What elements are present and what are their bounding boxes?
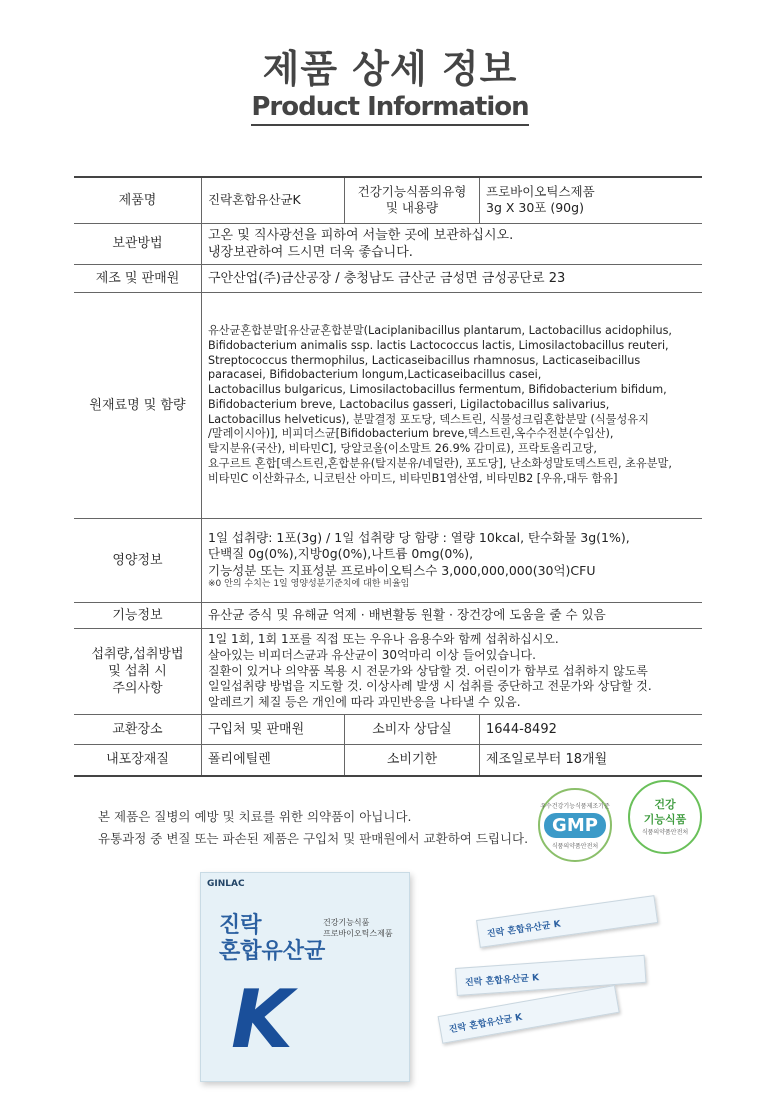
storage-label: 보관방법 (74, 223, 202, 264)
package-value: 폴리에틸렌 (202, 744, 345, 776)
maker-value: 구안산업(주)금산공장 / 충청남도 금산군 금성면 금성공단로 23 (202, 264, 703, 292)
intake-line: 일일섭취량 방법을 지도할 것. 이상사례 발생 시 섭취를 중단하고 전문가와 상담할 것. (208, 679, 652, 694)
ingredients-line: paracasei, Bifidobacterium longum,Lacticaseibacillus casei, (208, 368, 542, 382)
page-title-english (0, 92, 780, 122)
product-type-label-line2: 및 내용량 (385, 200, 439, 216)
consumer-label: 소비자 상담실 (345, 714, 480, 744)
intake-line: 질환이 있거나 의약품 복용 시 전문가와 상담할 것. 어린이가 함부로 섭취하지 않도록 (208, 663, 648, 678)
gmp-badge-icon (538, 788, 612, 862)
nutrition-line: 기능성분 또는 지표성분 프로바이오틱스수 3,000,000,000(30억)CFU (208, 562, 596, 578)
product-box-name-line2: 혼합유산균 (219, 939, 326, 965)
ingredients-line: 비타민C 이산화규소, 니코틴산 아미드, 비타민B1염산염, 비타민B2 [우유,대두 함유] (208, 471, 618, 485)
ingredients-value (202, 292, 703, 518)
ingredients-label: 원재료명 및 함량 (74, 292, 202, 518)
intake-label (74, 628, 202, 714)
package-label: 내포장재질 (74, 744, 202, 776)
product-type-value (480, 177, 703, 223)
product-box-side (323, 917, 393, 939)
maker-label: 제조 및 판매원 (74, 264, 202, 292)
ingredients-line: Bifidobacterium animalis ssp. lactis Lactococcus lactis, Limosilactobacillus reuteri, (208, 338, 669, 352)
expiry-value: 제조일로부터 18개월 (480, 744, 703, 776)
intake-label-line2: 및 섭취 시 (108, 663, 167, 679)
storage-value (202, 223, 703, 264)
intake-line: 알레르기 체질 등은 개인에 따라 과민반응을 나타낼 수 있음. (208, 694, 521, 709)
health-badge-line1: 건강 (654, 798, 676, 812)
ingredients-line: 유산균혼합분말[유산균혼합분말(Laciplanibacillus plantarum, Lactobacillus acidophilus, (208, 324, 672, 338)
product-type-value-line2: 3g X 30포 (90g) (486, 200, 584, 216)
product-type-value-line1: 프로바이오틱스제품 (486, 183, 595, 199)
product-box-name (219, 913, 325, 966)
function-label: 기능정보 (74, 602, 202, 628)
ingredients-line: Bifidobacterium breve, Lactobacilus gasseri, Ligilactobacillus salivarius, (208, 397, 610, 411)
notice (98, 806, 528, 850)
exchange-value: 구입처 및 판매원 (202, 714, 345, 744)
product-name-label: 제품명 (74, 177, 202, 223)
nutrition-line: 1일 섭취량: 1포(3g) / 1일 섭취량 당 함량 : 열량 10kcal, 탄수화물 3g(1%), (208, 529, 630, 545)
health-food-badge-icon (628, 780, 702, 854)
intake-value (202, 628, 703, 714)
notice-line1: 본 제품은 질병의 예방 및 치료를 위한 의약품이 아닙니다. (98, 809, 412, 824)
ingredients-line: 요구르트 혼합[덱스트린,혼합분유(탈지분유/네덜란), 포도당], 난소화성말토덱스트린, 초유분말, (208, 457, 672, 471)
notice-line2: 유통과정 중 변질 또는 파손된 제품은 구입처 및 판매원에서 교환하여 드립니다. (98, 830, 529, 846)
page-title-english-text: Product Information (251, 92, 528, 126)
ingredients-line: Lactobacillus helveticus), 분말결정 포도당, 덱스트린, 식물성크림혼합분말 (식물성유지 (208, 412, 649, 426)
product-name-value: 진락혼합유산균K (202, 177, 345, 223)
health-badge-line2: 기능식품 (643, 812, 687, 826)
intake-label-line3: 주의사항 (112, 680, 163, 696)
storage-line1: 고온 및 직사광선을 피하여 서늘한 곳에 보관하십시오. (208, 227, 514, 243)
ingredients-line: /말레이시아)], 비피더스균[Bifidobacterium breve,덱스트린,옥수수전분(수입산), (208, 427, 614, 441)
product-box-side-line1: 건강기능식품 (323, 918, 370, 927)
product-box-side-line2: 프로바이오틱스제품 (323, 929, 393, 939)
gmp-badge-bottom: 식품의약품안전처 (551, 842, 599, 850)
product-box-letter: K (231, 973, 293, 1066)
intake-line: 살아있는 비피더스균과 유산균이 30억마리 이상 들어있습니다. (208, 647, 536, 662)
intake-line: 1일 1회, 1회 1포를 직접 또는 우유나 음용수와 함께 섭취하십시오. (208, 632, 559, 647)
ingredients-line: 탈지분유(국산), 비타민C], 당알코올(이소말트 26.9% 감미료), 프락토올리고당, (208, 442, 597, 456)
stick-label: 진락 혼합유산균 K (464, 972, 540, 988)
storage-line2: 냉장보관하여 드시면 더욱 좋습니다. (208, 244, 413, 260)
ingredients-line: Streptococcus thermophilus, Lacticaseibacillus rhamnosus, Lacticaseibacillus (208, 353, 641, 367)
product-type-label-line1: 건강기능식품의유형 (357, 183, 467, 199)
product-brand: GINLAC (207, 879, 245, 889)
stick-label: 진락 혼합유산균 K (486, 918, 562, 940)
product-info-table (74, 176, 702, 777)
nutrition-value (202, 518, 703, 602)
expiry-label: 소비기한 (345, 744, 480, 776)
product-stick-image (455, 955, 646, 996)
intake-label-line1: 섭취량,섭취방법 (91, 646, 184, 662)
product-type-label (345, 177, 480, 223)
product-stick-image (476, 895, 658, 948)
gmp-badge-top: 우수건강기능식품제조기준 (540, 802, 610, 810)
ingredients-line: Lactobacillus bulgaricus, Limosilactobacillus fermentum, Bifidobacterium bifidum, (208, 383, 667, 397)
health-badge-bottom: 식품의약품안전처 (641, 828, 689, 836)
page-title-korean: 제품 상세 정보 (262, 47, 518, 91)
nutrition-label: 영양정보 (74, 518, 202, 602)
product-box-image (200, 872, 410, 1082)
consumer-value: 1644-8492 (480, 714, 703, 744)
stick-label: 진락 혼합유산균 K (448, 1012, 523, 1035)
gmp-badge-text: GMP (544, 813, 606, 838)
product-box-name-line1: 진락 (219, 913, 262, 938)
function-value: 유산균 증식 및 유해균 억제 · 배변활동 원활 · 장건강에 도움을 줄 수 있음 (202, 602, 703, 628)
exchange-label: 교환장소 (74, 714, 202, 744)
nutrition-note: ※0 안의 수치는 1일 영양성분기준치에 대한 비율임 (208, 579, 410, 590)
nutrition-line: 단백질 0g(0%),지방0g(0%),나트륨 0mg(0%), (208, 546, 474, 562)
